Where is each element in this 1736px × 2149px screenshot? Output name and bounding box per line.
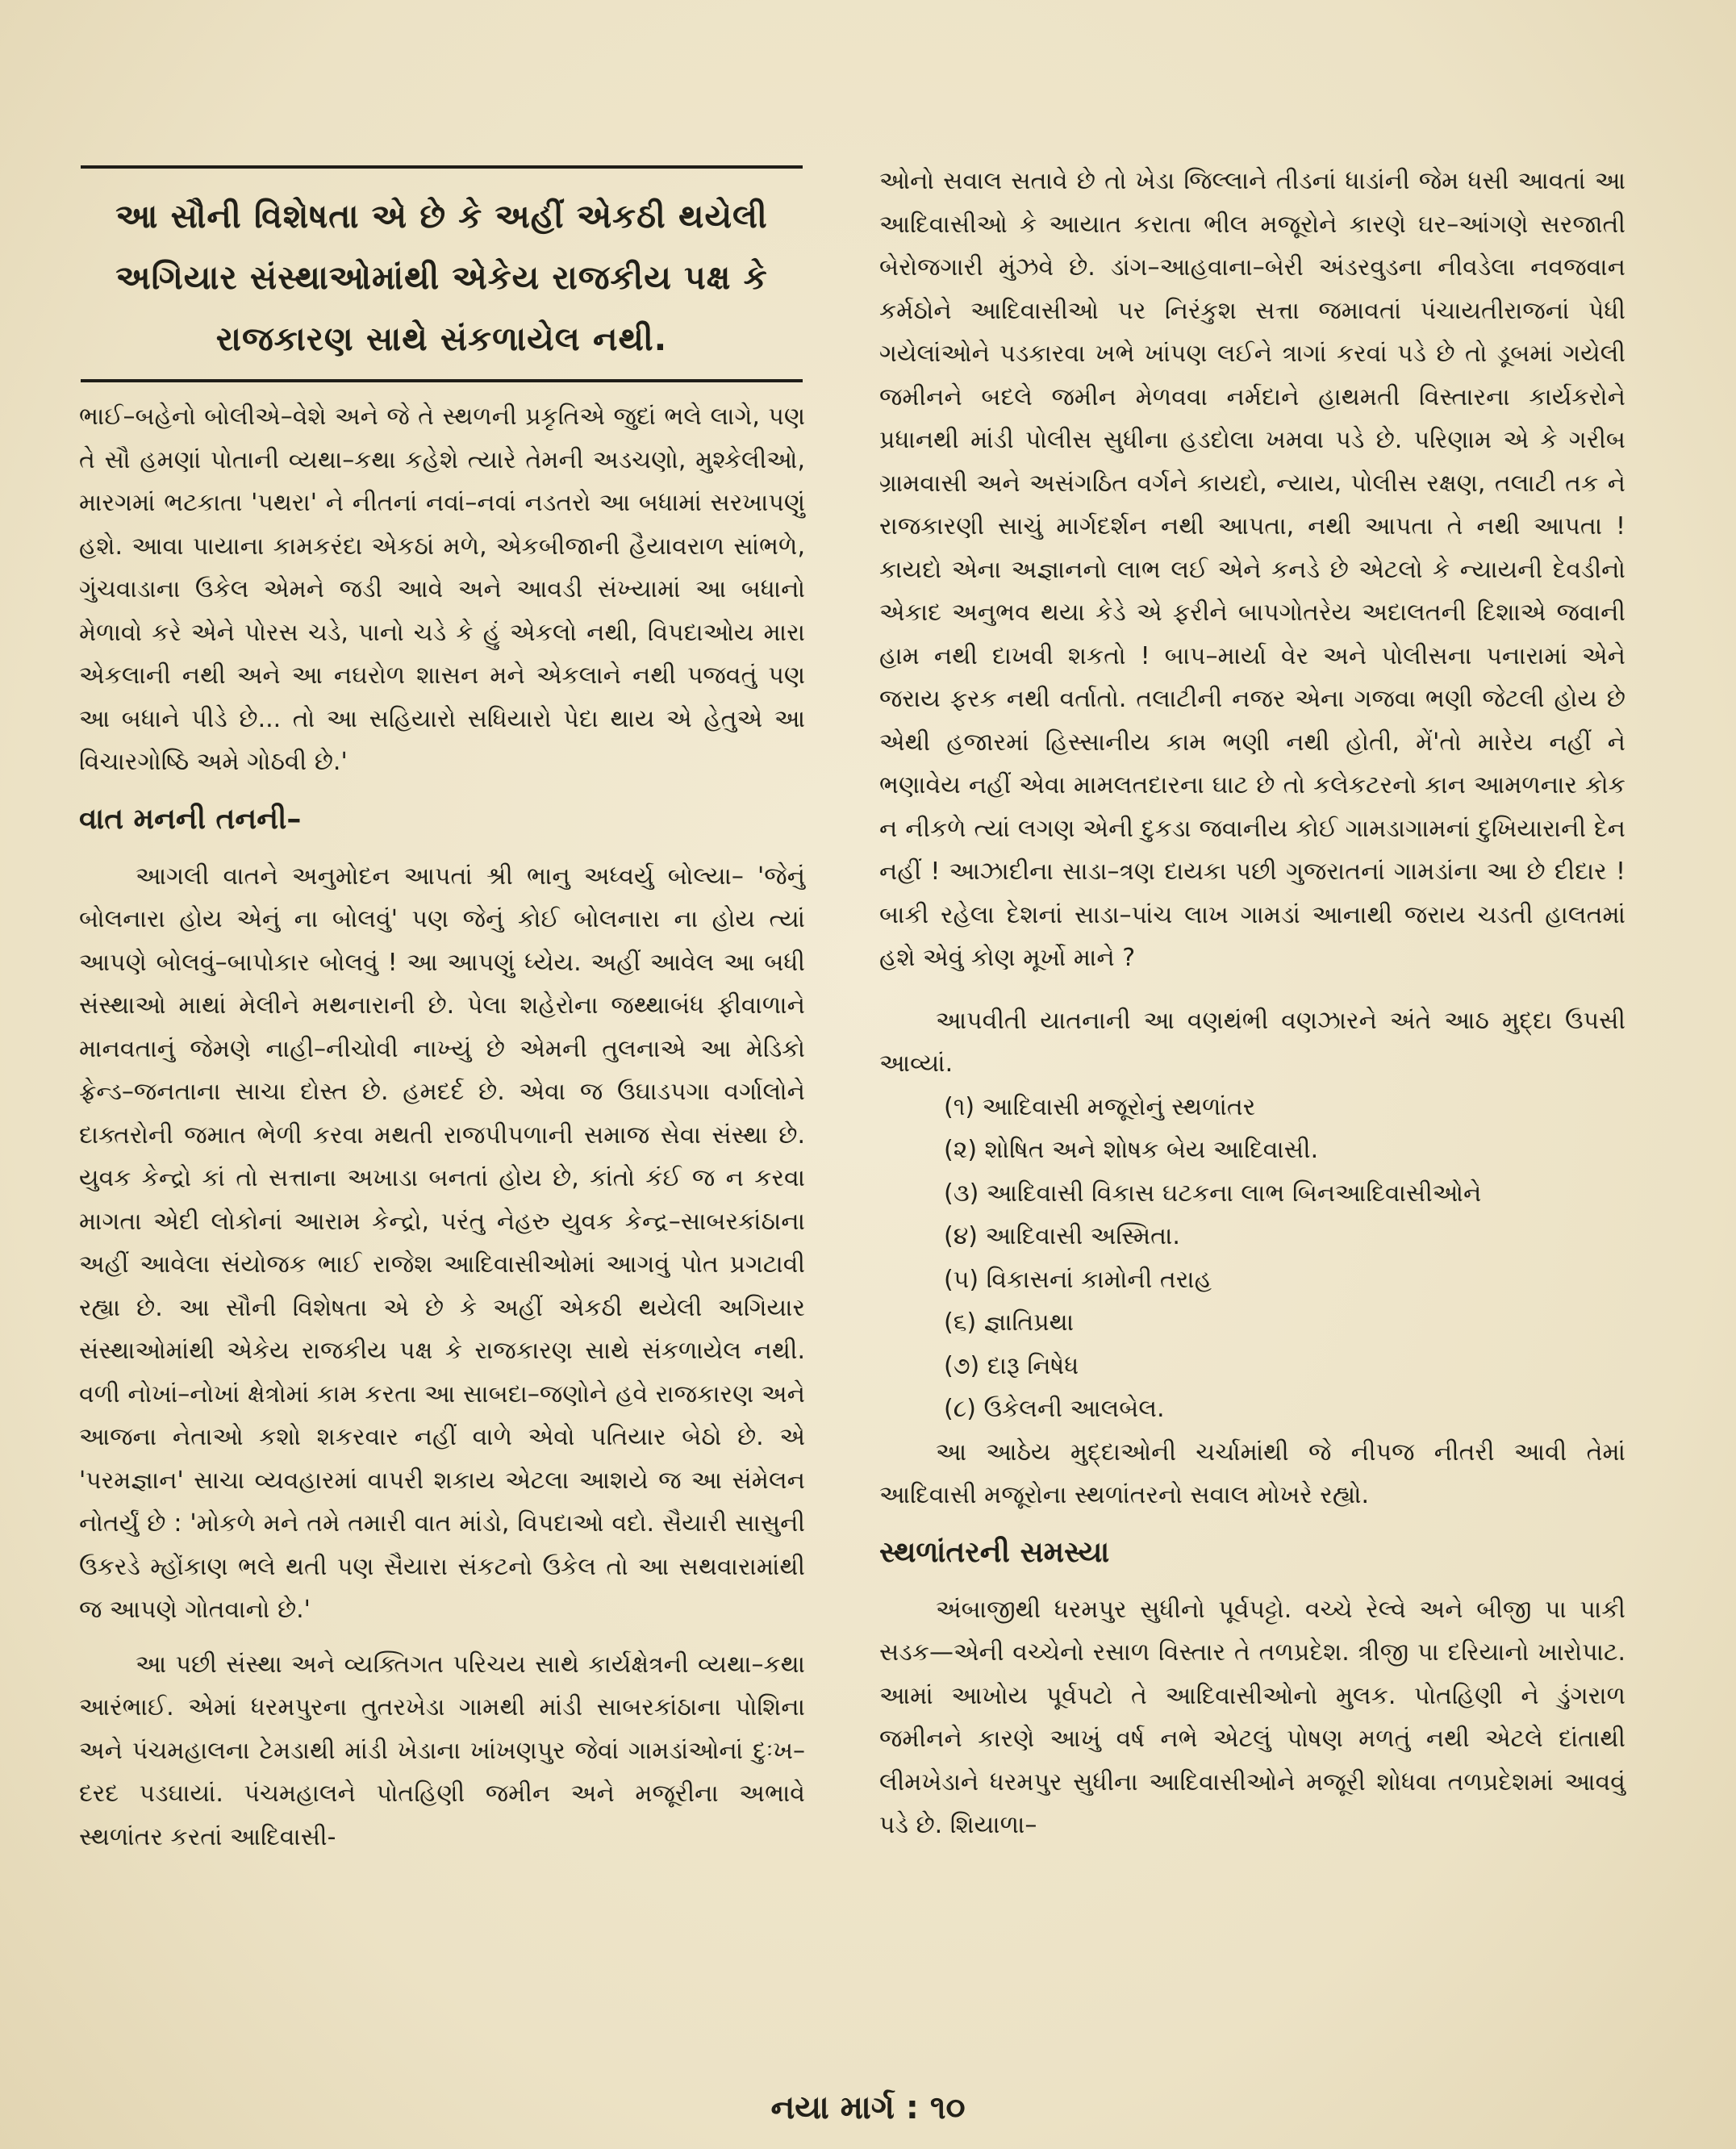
right-paragraph-4: અંબાજીથી ધરમપુર સુધીનો પૂર્વપટ્ટો. વચ્ચે રેલ્વે અને બીજી પા પાકી સડક—એની વચ્ચેનો રસાળ વિસ્તાર તે તળપ્રદેશ. ત્રીજી પા દરિયાનો ખારોપાટ. આમાં આખોય પૂર્વપટો તે આદિવાસીઓનો મુલક. પોતહિણી ને ડુંગરાળ જમીનને કારણે આખું વર્ષ નભે એટલું પોષણ મળતું નથી એટલે દાંતાથી લીમખેડાને ધરમપુર સુધીના આદિવાસીઓને મજૂરી શોધવા તળપ્રદેશમાં આવવું પડે છે. શિયાળા– <box>879 1595 1625 1839</box>
list-item: (૬) જ્ઞાતિપ્રથા <box>944 1308 1075 1337</box>
list-item: (૮) ઉકેલની આલબેલ. <box>944 1395 1165 1423</box>
left-paragraph-3: આ પછી સંસ્થા અને વ્યક્તિગત પરિચય સાથે કાર્યક્ષેત્રની વ્યથા–કથા આરંભાઈ. એમાં ધરમપુરના તુતરખેડા ગામથી માંડી સાબરકાંઠાના પોશિના અને પંચમહાલના ટેમડાથી માંડી ખેડાના ખાંખણપુર જેવાં ગામડાંઓનાં દુઃખ–દરદ પડઘાયાં. પંચમહાલને પોતહિણી જમીન અને મજૂરીના અભાવે સ્થળાંતર કરતાં આદિવાસી- <box>79 1650 805 1851</box>
issues-list <box>944 1086 1625 1431</box>
section-heading-vaat: વાત મનની તનની– <box>79 802 302 836</box>
pull-quote-top-rule <box>81 165 803 169</box>
list-item: (૨) શોષિત અને શોષક બેય આદિવાસી. <box>944 1136 1319 1164</box>
list-item: (૪) આદિવાસી અસ્મિતા. <box>944 1222 1180 1250</box>
left-paragraph-1: ભાઈ–બહેનો બોલીએ–વેશે અને જે તે સ્થળની પ્રકૃતિએ જુદાં ભલે લાગે, પણ તે સૌ હમણાં પોતાની વ્યથા–કથા કહેશે ત્યારે તેમની અડચણો, મુશ્કેલીઓ, મારગમાં ભટકાતા 'પથરા' ને નીતનાં નવાં–નવાં નડતરો આ બધામાં સરખાપણું હશે. આવા પાયાના કામકરંદા એકઠાં મળે, એકબીજાની હૈયાવરાળ સાંભળે, ગુંચવાડાના ઉકેલ એમને જડી આવે અને આવડી સંખ્યામાં આ બધાનો મેળાવો કરે એને પોરસ ચડે, પાનો ચડે કે હું એકલો નથી, વિપદાઓય મારા એકલાની નથી અને આ નઘરોળ શાસન મને એકલાને નથી પજવતું પણ આ બધાને પીડે છે... તો આ સહિયારો સધિયારો પેદા થાય એ હેતુએ આ વિચારગોષ્ઠિ અમે ગોઠવી છે.' <box>79 403 805 776</box>
left-paragraph-2: આગલી વાતને અનુમોદન આપતાં શ્રી ભાનુ અધ્વર્યુ બોલ્યા– 'જેનું બોલનારા હોય એનું ના બોલવું' પણ જેનું કોઈ બોલનારા ના હોય ત્યાં આપણે બોલવું–બાપોકાર બોલવું ! આ આપણું ધ્યેય. અહીં આવેલ આ બધી સંસ્થાઓ માથાં મેલીને મથનારાની છે. પેલા શહેરોના જથ્થાબંધ ફીવાળાને માનવતાનું જેમણે નાહી–નીચોવી નાખ્યું છે એમની તુલનાએ આ મેડિકો ફ્રેન્ડ–જનતાના સાચા દોસ્ત છે. હમદર્દ છે. એવા જ ઉઘાડપગા વર્ગાલોને દાક્તરોની જમાત ભેળી કરવા મથતી રાજપીપળાની સમાજ સેવા સંસ્થા છે. યુવક કેન્દ્રો કાં તો સત્તાના અખાડા બનતાં હોય છે, કાંતો કંઈ જ ન કરવા માગતા એદી લોકોનાં આરામ કેન્દ્રો, પરંતુ નેહરુ યુવક કેન્દ્ર–સાબરકાંઠાના અહીં આવેલા સંયોજક ભાઈ રાજેશ આદિવાસીઓમાં આગવું પોત પ્રગટાવી રહ્યા છે. આ સૌની વિશેષતા એ છે કે અહીં એકઠી થયેલી અગિયાર સંસ્થાઓમાંથી એકેય રાજકીય પક્ષ કે રાજકારણ સાથે સંકળાયેલ નથી. વળી નોખાં–નોખાં ક્ષેત્રોમાં કામ કરતા આ સાબદા–જણોને હવે રાજકારણ અને આજના નેતાઓ કશો શકરવાર નહીં વાળે એવો પતિયાર બેઠો છે. એ 'પરમજ્ઞાન' સાચા વ્યવહારમાં વાપરી શકાય એટલા આશયે જ આ સંમેલન નોતર્યું છે : 'મોકળે મને તમે તમારી વાત માંડો, વિપદાઓ વદો. સૈયારી સાસુની ઉકરડે મ્હોંકાણ ભલે થતી પણ સૈયારા સંકટનો ઉકેલ તો આ સથવારામાંથી જ આપણે ગોતવાનો છે.' <box>79 862 805 1624</box>
list-item: (૩) આદિવાસી વિકાસ ઘટકના લાભ બિનઆદિવાસીઓને <box>944 1179 1482 1208</box>
right-paragraph-3: આ આઠેય મુદ્દાઓની ચર્ચામાંથી જે નીપજ નીતરી આવી તેમાં આદિવાસી મજૂરોના સ્થળાંતરનો સવાલ મોખરે રહ્યો. <box>879 1438 1625 1509</box>
section-heading-sthalantar: સ્થળાંતરની સમસ્યા <box>879 1535 1110 1569</box>
right-paragraph-2: આપવીતી યાતનાની આ વણથંભી વણઝારને અંતે આઠ મુદ્દા ઉપસી આવ્યાં. <box>879 1006 1625 1078</box>
left-column <box>79 395 805 1859</box>
page-footer: નયા માર્ગ : ૧૦ <box>770 2089 966 2126</box>
right-paragraph-1: ઓનો સવાલ સતાવે છે તો ખેડા જિલ્લાને તીડનાં ધાડાંની જેમ ધસી આવતાં આ આદિવાસીઓ કે આયાત કરાતા ભીલ મજૂરોને કારણે ઘર–આંગણે સરજાતી બેરોજગારી મુંઝવે છે. ડાંગ–આહવાના–બેરી અંડરવુડના નીવડેલા નવજવાન કર્મઠોને આદિવાસીઓ પર નિરંકુશ સત્તા જમાવતાં પંચાયતીરાજનાં પેધી ગયેલાંઓને પડકારવા ખભે ખાંપણ લઈને ત્રાગાં કરવાં પડે છે તો ડૂબમાં ગયેલી જમીનને બદલે જમીન મેળવવા નર્મદાને હાથમતી વિસ્તારના કાર્યકરોને પ્રધાનથી માંડી પોલીસ સુધીના હડદોલા ખમવા પડે છે. પરિણામ એ કે ગરીબ ગ્રામવાસી અને અસંગઠિત વર્ગને કાયદો, ન્યાય, પોલીસ રક્ષણ, તલાટી તક ને રાજકારણી સાચું માર્ગદર્શન નથી આપતા, નથી આપતા તે નથી આપતા ! કાયદો એના અજ્ઞાનનો લાભ લઈ એને કનડે છે એટલો કે ન્યાયની દેવડીનો એકાદ અનુભવ થયા કેડે એ ફરીને બાપગોતરેય અદાલતની દિશાએ જવાની હામ નથી દાખવી શકતો ! બાપ–માર્યા વેર અને પોલીસના પનારામાં એને જરાય ફરક નથી વર્તાતો. તલાટીની નજર એના ગજવા ભણી જેટલી હોય છે એથી હજારમાં હિસ્સાનીય કામ ભણી નથી હોતી, મેં'તો મારેય નહીં ને ભણાવેય નહીં એવા મામલતદારના ઘાટ છે તો કલેકટરનો કાન આમળનાર કોક ન નીકળે ત્યાં લગણ એની દુકડા જવાનીય કોઈ ગામડાગામનાં દુખિયારાની દેન નહીં ! આઝાદીના સાડા–ત્રણ દાયકા પછી ગુજરાતનાં ગામડાંના આ છે દીદાર ! બાકી રહેલા દેશનાં સાડા–પાંચ લાખ ગામડાં આનાથી જરાય ચડતી હાલતમાં હશે એવું કોણ મૂર્ખો માને ? <box>879 167 1625 972</box>
right-column <box>879 160 1625 1847</box>
pull-quote: આ સૌની વિશેષતા એ છે કે અહીં એકઠી થયેલી અગિયાર સંસ્થાઓમાંથી એકેય રાજકીય પક્ષ કે રાજકારણ સાથે સંકળાયેલ નથી. <box>115 197 768 358</box>
list-item: (૧) આદિવાસી મજૂરોનું સ્થળાંતર <box>944 1092 1256 1121</box>
list-item: (૭) દારૂ નિષેધ <box>944 1351 1079 1380</box>
list-item: (૫) વિકાસનાં કામોની તરાહ <box>944 1265 1212 1294</box>
pull-quote-bottom-rule <box>81 379 803 382</box>
